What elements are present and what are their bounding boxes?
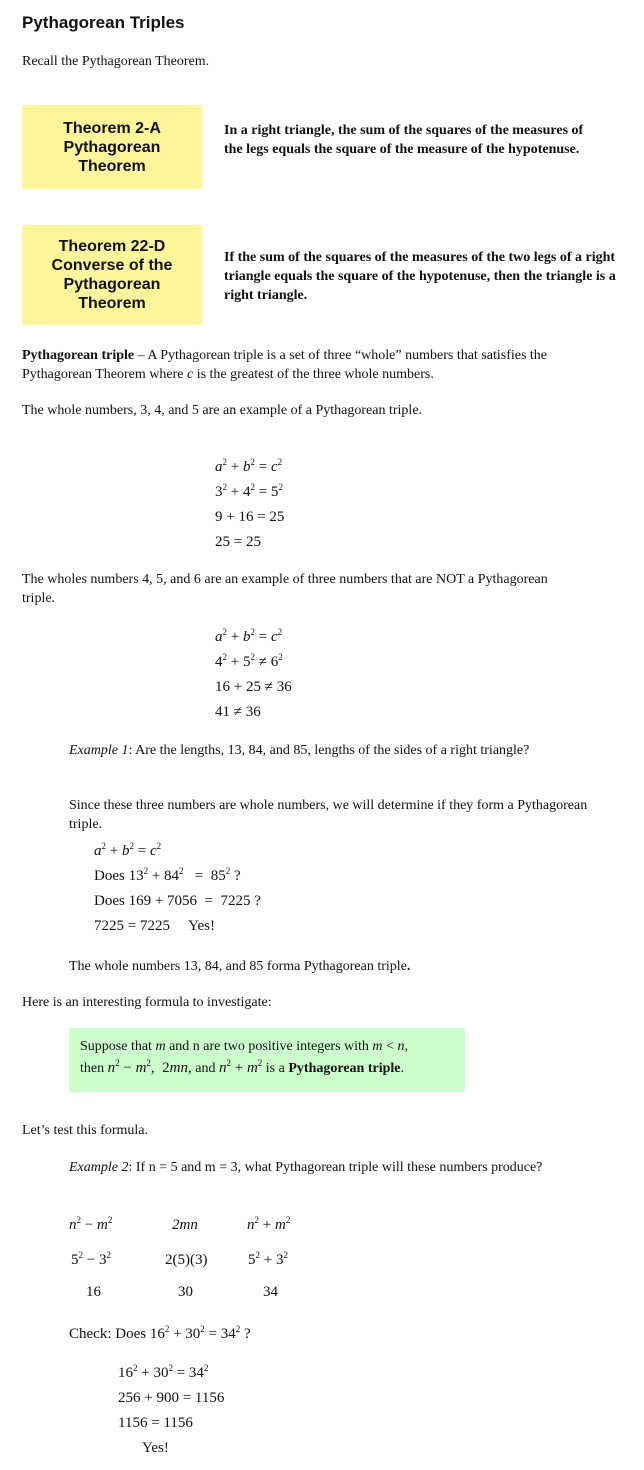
equation-line: $16^2 + 30^2 = 34^2$ — [118, 1363, 209, 1381]
formula-bold: Pythagorean triple — [288, 1061, 401, 1076]
example2-col1-sub: $5^2 - 3^2$ — [71, 1250, 111, 1268]
equation-line: 16 + 25 ≠ 36 — [215, 679, 292, 695]
equation-block-345 — [215, 455, 284, 555]
theorem-22d-box — [22, 225, 202, 325]
equation-line: 256 + 900 = 1156 — [118, 1390, 225, 1406]
formula-text: and n are two positive integers with — [165, 1039, 373, 1054]
definition-term: Pythagorean triple — [22, 348, 135, 363]
example1-equations — [94, 839, 261, 939]
theorem-2a-text: In a right triangle, the sum of the squares of the measures of the legs equals the square of the measure of the hypotenuse. — [224, 123, 584, 157]
formula-line-2: then $n^2 - m^2$, 2mn, and $n^2 + m^2$ is a Pythagorean triple. — [80, 1058, 404, 1076]
example2-result-3: 34 — [263, 1284, 278, 1300]
example-345-text: The whole numbers, 3, 4, and 5 are an example of a Pythagorean triple. — [22, 403, 423, 418]
formula-text: then — [80, 1061, 108, 1076]
formula-line-1: Suppose that m and n are two positive integers with m < n, — [80, 1039, 408, 1054]
formula-text: Suppose that — [80, 1039, 156, 1054]
example2-col3-sub: $5^2 + 3^2$ — [248, 1250, 288, 1268]
example1-conclusion-period: . — [406, 959, 411, 974]
formula-box — [69, 1028, 465, 1092]
example1-intro: Since these three numbers are whole numbers, we will determine if they form a Pythagorean triple. — [69, 798, 588, 832]
example2-question-text: : If n = 5 and m = 3, what Pythagorean triple will these numbers produce? — [128, 1160, 543, 1175]
theorem-2a-box — [22, 105, 202, 189]
example2-label: Example 2 — [69, 1160, 129, 1175]
example2-col2-sub: 2(5)(3) — [165, 1252, 208, 1268]
example1-yes: Yes! — [188, 918, 215, 934]
formula-text: . — [400, 1061, 404, 1076]
check-text: Check: Does — [69, 1326, 150, 1342]
recall-text: Recall the Pythagorean Theorem. — [22, 54, 210, 69]
equation-line: $a^2 + b^2 = c^2$ — [215, 457, 283, 475]
example2-col3-header: $n^2 + m^2$ — [247, 1215, 291, 1233]
theorem-22d-line: Theorem — [78, 295, 146, 312]
page-title: Pythagorean Triples — [22, 13, 185, 32]
example1-question — [69, 741, 559, 760]
lets-test-text: Let’s test this formula. — [22, 1123, 148, 1138]
equation-line: Does $13^2 + 84^2 = 85^2$ ? — [94, 866, 241, 884]
equation-line: Yes! — [142, 1440, 169, 1456]
definition-c: c — [186, 367, 194, 382]
example1-conclusion-text: The whole numbers 13, 84, and 85 forma Pythagorean triple — [69, 959, 407, 974]
equation-line: Does 169 + 7056 = 7225 ? — [94, 893, 261, 909]
equation-line: $4^2 + 5^2 \ne 6^2$ — [215, 652, 283, 670]
theorem-22d-text: If the sum of the squares of the measures of the two legs of a right triangle equals the square of the hypotenuse, then the triangle is a right triangle. — [224, 250, 616, 303]
equation-line: 9 + 16 = 25 — [215, 509, 285, 525]
equation-line: 41 ≠ 36 — [215, 704, 261, 720]
example2-result-1: 16 — [86, 1284, 101, 1300]
formula-text: and — [195, 1061, 219, 1076]
theorem-2a-line: Theorem 2-A — [63, 119, 161, 137]
formula-text: , — [404, 1039, 408, 1054]
equation-line: 7225 = 7225 Yes! — [94, 918, 215, 934]
example-456-text: The wholes numbers 4, 5, and 6 are an example of three numbers that are NOT a Pythagorean triple. — [22, 572, 548, 606]
example1-question-text: : Are the lengths, 13, 84, and 85, lengths of the sides of a right triangle? — [128, 743, 530, 758]
example2-result-2: 30 — [178, 1284, 193, 1300]
theorem-22d-line: Theorem 22-D — [58, 238, 166, 255]
formula-text: is a — [262, 1061, 289, 1076]
equation-block-456 — [215, 625, 292, 725]
equation-line: 25 = 25 — [215, 534, 261, 550]
definition-text: A Pythagorean triple is a set of three “whole” numbers that satisfies the Pythagorean Theorem where — [22, 348, 548, 382]
equation-line: $3^2 + 4^2 = 5^2$ — [215, 482, 283, 500]
interesting-text: Here is an interesting formula to investigate: — [22, 995, 272, 1010]
definition-dash: – — [134, 348, 148, 363]
equation-line: $a^2 + b^2 = c^2$ — [215, 627, 283, 645]
formula-m: m — [155, 1039, 166, 1054]
example2-col1-header: $n^2 - m^2$ — [69, 1215, 113, 1233]
definition-text-end: is the greatest of the three whole numbers. — [193, 367, 434, 382]
example1-label: Example 1 — [69, 743, 129, 758]
example2-question — [69, 1158, 569, 1177]
example2-check: Check: Does $16^2 + 30^2 = 34^2$ ? — [69, 1324, 251, 1342]
theorem-2a-line: Pythagorean — [63, 138, 161, 156]
example1-conclusion — [69, 957, 410, 976]
definition-paragraph — [22, 346, 587, 384]
equation-line: $a^2 + b^2 = c^2$ — [94, 841, 162, 859]
theorem-2a-line: Theorem — [78, 157, 146, 175]
example2-col2-header: 2mn — [172, 1217, 198, 1233]
example2-verification — [118, 1361, 224, 1461]
theorem-22d-line: Converse of the — [51, 257, 173, 274]
theorem-22d-line: Pythagorean — [63, 276, 161, 293]
equation-line: 1156 = 1156 — [118, 1415, 193, 1431]
